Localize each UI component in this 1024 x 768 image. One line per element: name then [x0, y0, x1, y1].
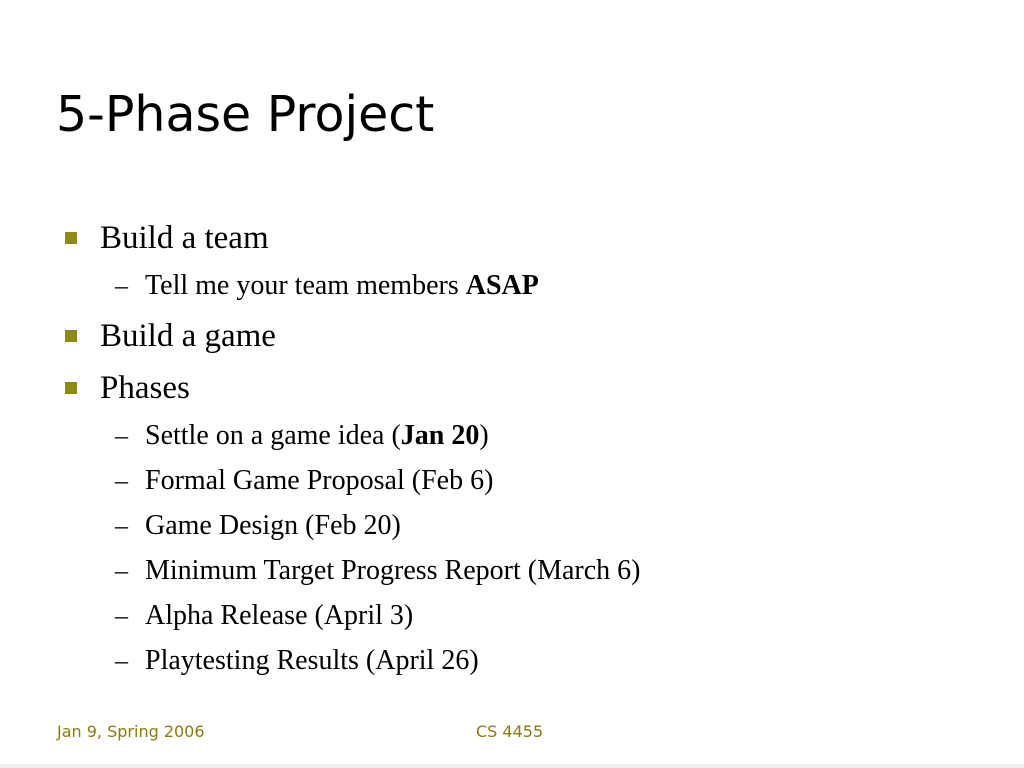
dash-bullet-icon: –	[115, 646, 128, 675]
sub-bullet-bold-text: ASAP	[465, 270, 539, 301]
sub-bullet-item	[115, 464, 494, 498]
sub-bullet-item	[115, 419, 489, 453]
bottom-divider	[0, 764, 1024, 768]
sub-bullet-item	[115, 599, 414, 633]
dash-bullet-icon: –	[115, 271, 128, 300]
sub-bullet-text: Formal Game Proposal (Feb 6)	[145, 465, 494, 496]
sub-bullet-item	[115, 644, 479, 678]
slide-title: 5-Phase Project	[56, 86, 435, 143]
square-bullet-icon	[65, 382, 77, 394]
bullet-text: Build a game	[100, 318, 276, 354]
bullet-text: Build a team	[100, 220, 269, 256]
sub-bullet-text: Playtesting Results (April 26)	[145, 645, 479, 676]
bullet-item	[100, 368, 190, 408]
dash-bullet-icon: –	[115, 421, 128, 450]
footer-course: CS 4455	[476, 722, 544, 741]
sub-bullet-text: Game Design (Feb 20)	[145, 510, 401, 541]
sub-bullet-bold-text: Jan 20	[400, 420, 480, 451]
square-bullet-icon	[65, 232, 77, 244]
dash-bullet-icon: –	[115, 601, 128, 630]
sub-bullet-after-text: )	[479, 420, 489, 451]
sub-bullet-item	[115, 269, 539, 303]
bullet-text: Phases	[100, 370, 190, 406]
dash-bullet-icon: –	[115, 556, 128, 585]
footer-date: Jan 9, Spring 2006	[57, 722, 205, 741]
dash-bullet-icon: –	[115, 511, 128, 540]
sub-bullet-text: Tell me your team members	[145, 270, 466, 301]
bullet-item	[100, 218, 269, 258]
sub-bullet-text: Alpha Release (April 3)	[145, 600, 414, 631]
dash-bullet-icon: –	[115, 466, 128, 495]
sub-bullet-text: Settle on a game idea (	[145, 420, 401, 451]
bullet-item	[100, 316, 276, 356]
sub-bullet-item	[115, 509, 401, 543]
square-bullet-icon	[65, 330, 77, 342]
sub-bullet-item	[115, 554, 641, 588]
sub-bullet-text: Minimum Target Progress Report (March 6)	[145, 555, 641, 586]
